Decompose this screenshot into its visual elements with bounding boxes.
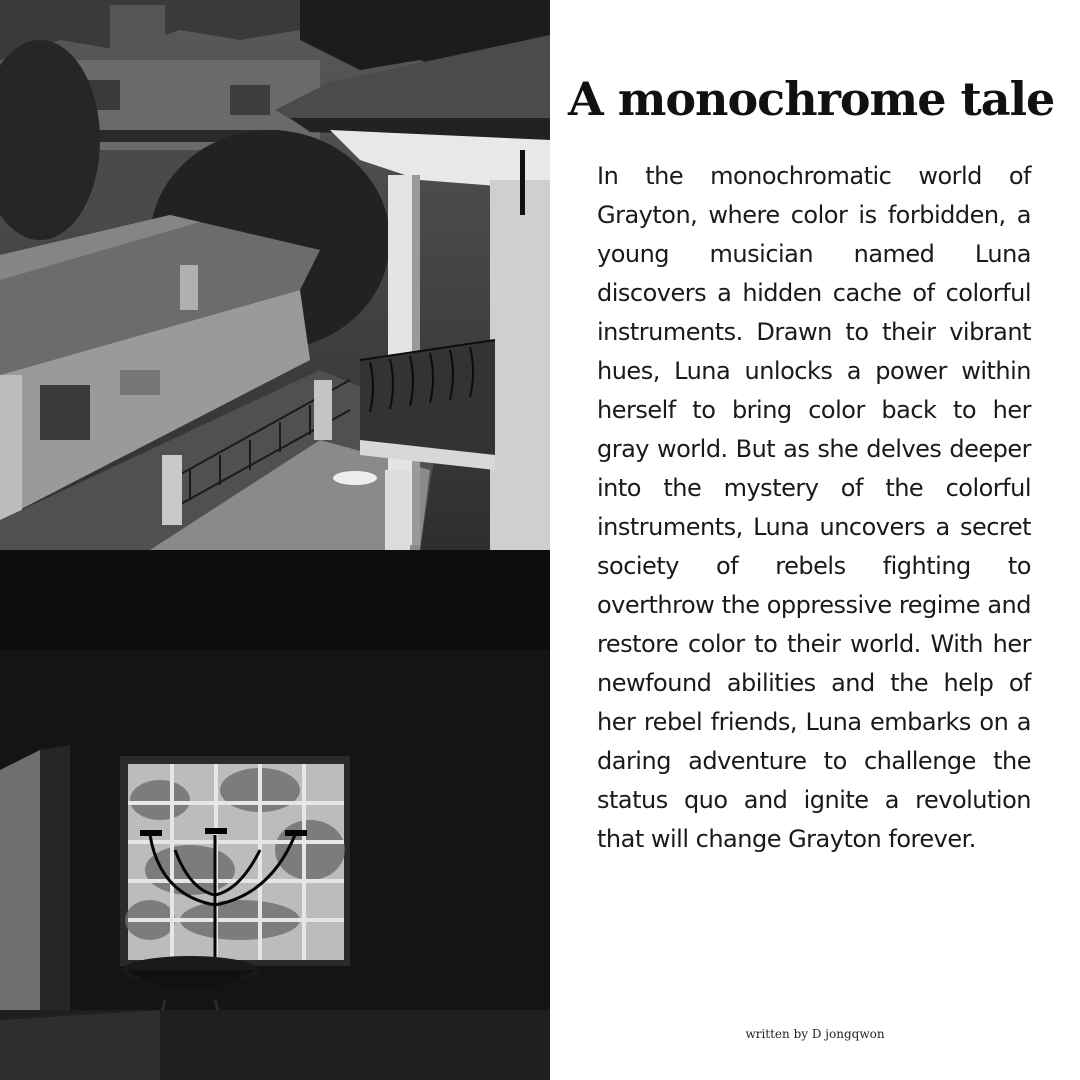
text-panel xyxy=(550,0,1080,1080)
photo-hillside-houses xyxy=(0,0,550,550)
author-credit: written by D jongqwon xyxy=(745,1027,885,1041)
page-title: A monochrome tale xyxy=(568,72,1055,126)
photo-dark-window xyxy=(0,550,550,1080)
story-text: In the monochromatic world of Grayton, where color is forbidden, a young musician named Luna discovers a hidden cache of colorful instruments. Drawn to their vibrant hues, Luna unlocks a power within herself to bring color back to her gray world. But as she delves deeper into the mystery of the colorful instruments, Luna uncovers a secret society of rebels fighting to overthrow the oppressive regime and restore color to their world. With her newfound abilities and the help of her rebel friends, Luna embarks on a daring adventure to challenge the status quo and ignite a revolution that will change Grayton forever. xyxy=(597,162,1031,853)
